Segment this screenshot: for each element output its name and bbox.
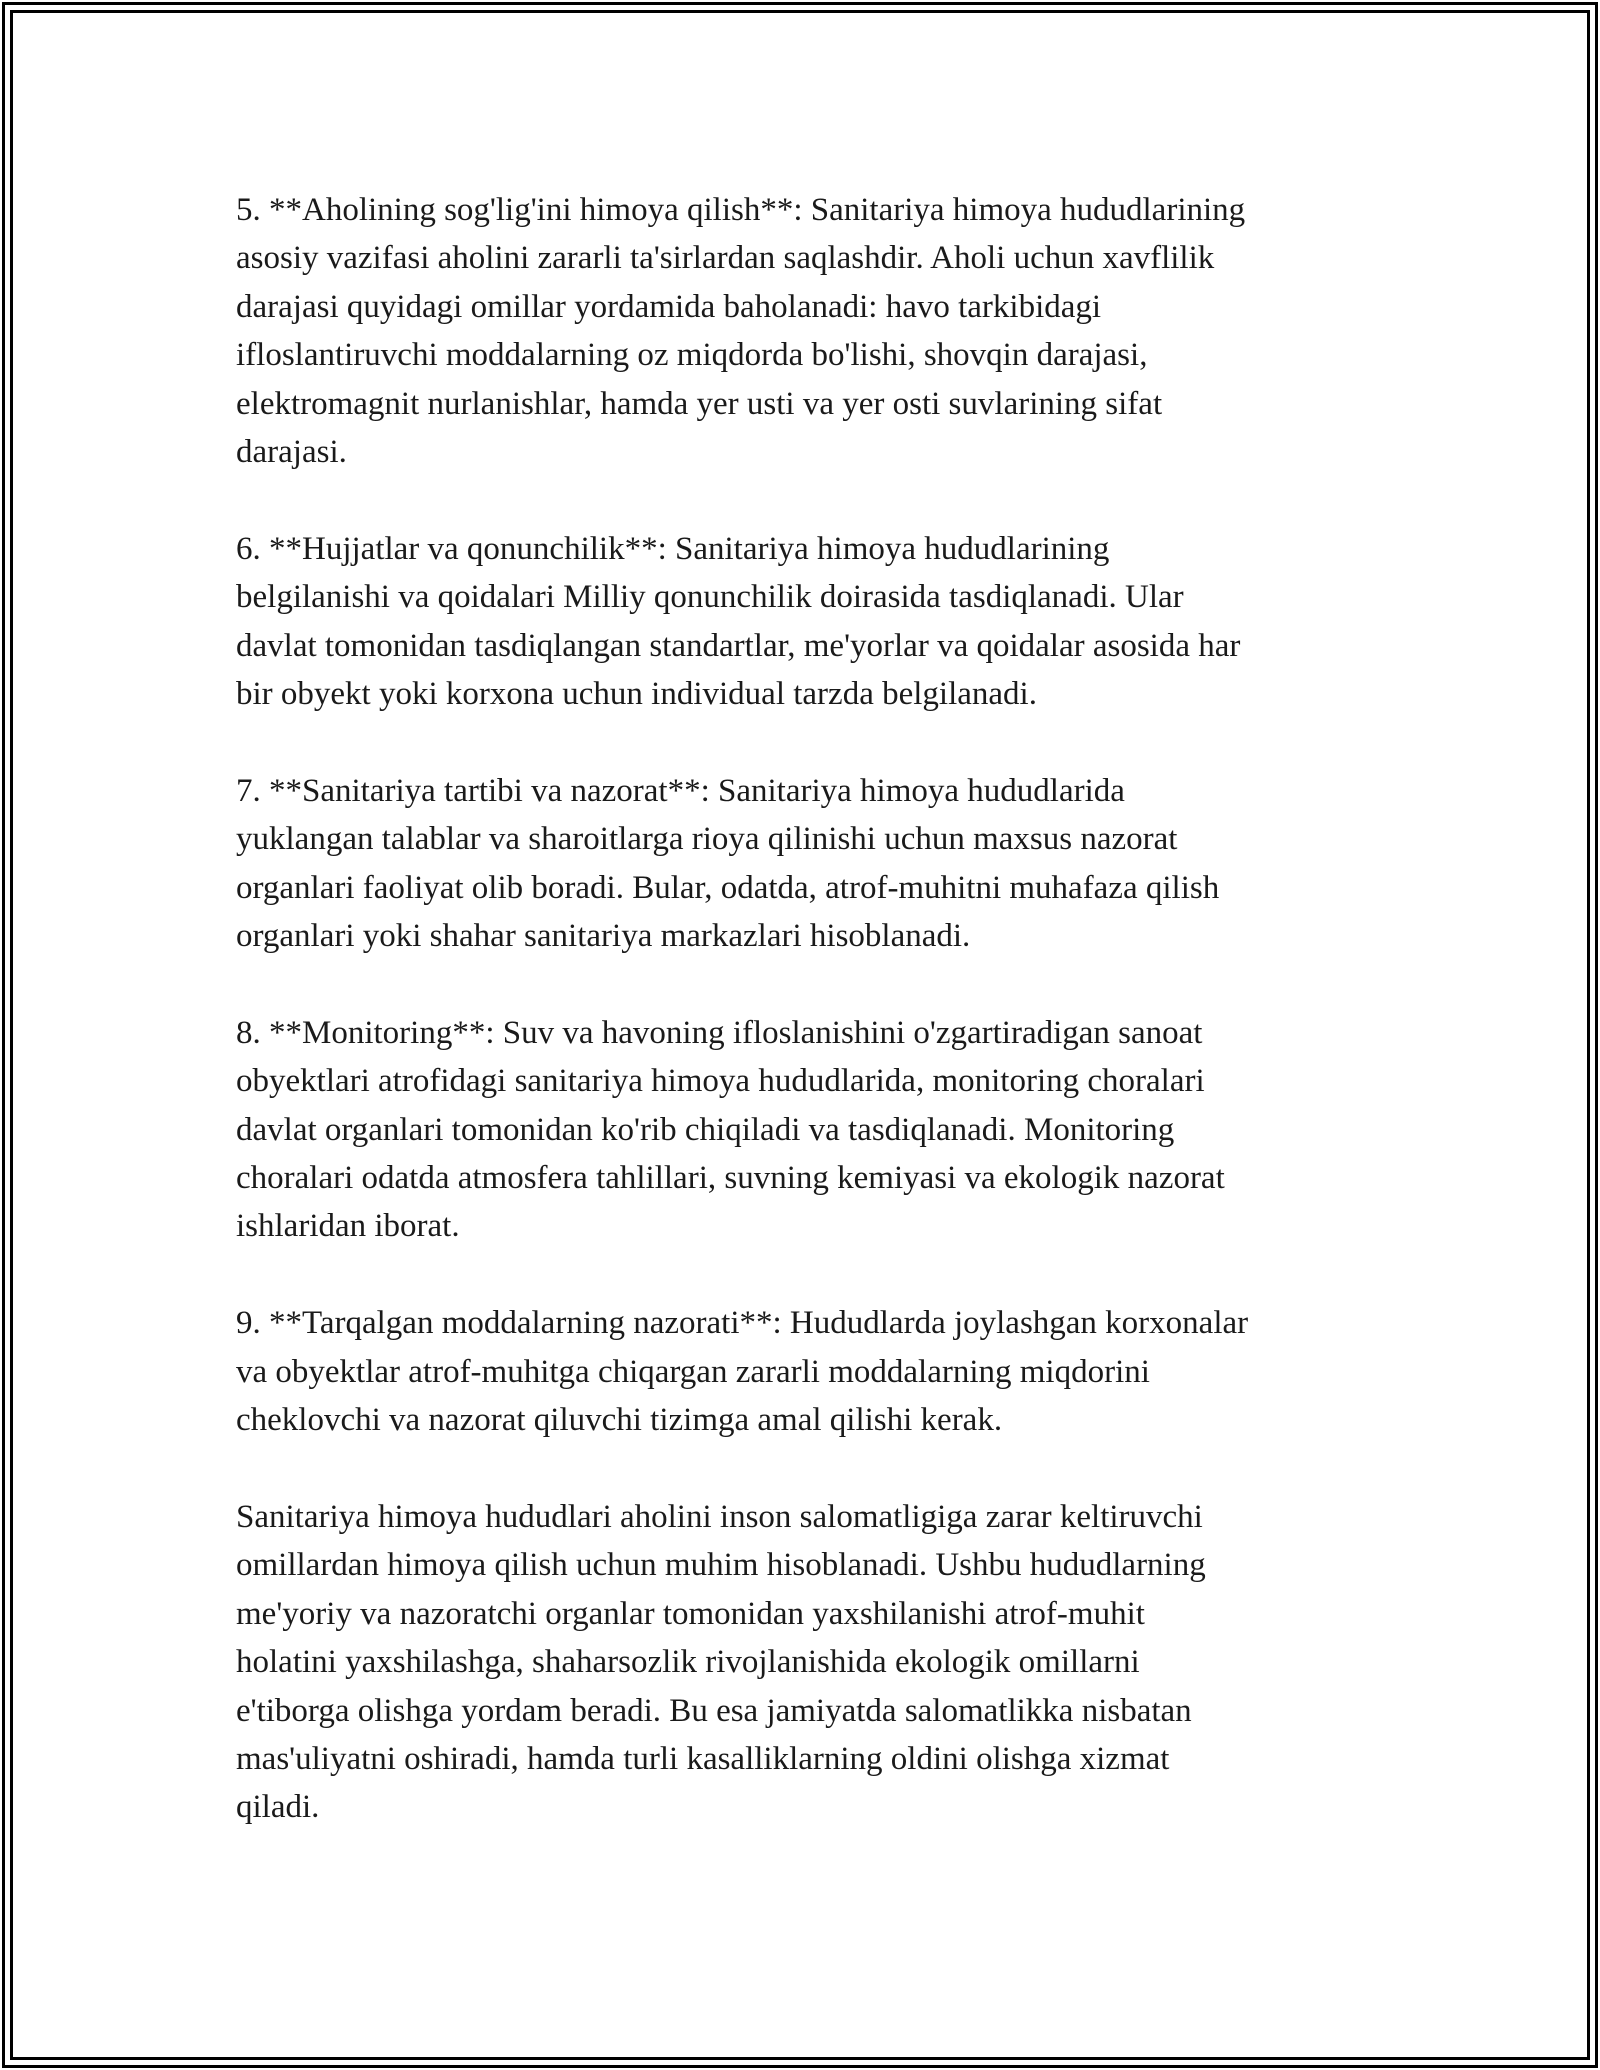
document-body (236, 186, 1376, 1832)
paragraph-item-8: 8. **Monitoring**: Suv va havoning ifloslanishini o'zgartiradigan sanoat obyektlari atrofidagi sanitariya himoya hududlarida, monitoring choralari davlat organlari tomonidan ko'rib chiqiladi va tasdiqlanadi. Monitoring choralari odatda atmosfera tahlillari, suvning kemiyasi va ekologik nazorat ishlaridan iborat. (236, 1014, 1225, 1245)
paragraph-item-9: 9. **Tarqalgan moddalarning nazorati**: Hududlarda joylashgan korxonalar va obyektlar atrof-muhitga chiqargan zararli moddalarning miqdorini cheklovchi va nazorat qiluvchi tizimga amal qilishi kerak. (236, 1305, 1249, 1439)
paragraph-item-5: 5. **Aholining sog'lig'ini himoya qilish**: Sanitariya himoya hududlarining asosiy vazifasi aholini zararli ta'sirlardan saqlashdir. Aholi uchun xavflilik darajasi quyidagi omillar yordamida baholanadi: havo tarkibidagi ifloslantiruvchi moddalarning oz miqdorda bo'lishi, shovqin darajasi, elektromagnit nurlanishlar, hamda yer usti va yer osti suvlarining sifat darajasi. (236, 192, 1246, 471)
paragraph-item-6: 6. **Hujjatlar va qonunchilik**: Sanitariya himoya hududlarining belgilanishi va qoidalari Milliy qonunchilik doirasida tasdiqlanadi. Ular davlat tomonidan tasdiqlangan standartlar, me'yorlar va qoidalar asosida har bir obyekt yoki korxona uchun individual tarzda belgilanadi. (236, 530, 1241, 713)
conclusion-paragraph: Sanitariya himoya hududlari aholini inson salomatligiga zarar keltiruvchi omillardan himoya qilish uchun muhim hisoblanadi. Ushbu hududlarning me'yoriy va nazoratchi organlar tomonidan yaxshilanishi atrof-muhit holatini yaxshilashga, shaharsozlik rivojlanishida ekologik omillarni e'tiborga olishga yordam beradi. Bu esa jamiyatda salomatlikka nisbatan mas'uliyatni oshiradi, hamda turli kasalliklarning oldini olishga xizmat qiladi. (236, 1498, 1206, 1826)
paragraph-item-7: 7. **Sanitariya tartibi va nazorat**: Sanitariya himoya hududlarida yuklangan talablar va sharoitlarga rioya qilinishi uchun maxsus nazorat organlari faoliyat olib boradi. Bular, odatda, atrof-muhitni muhafaza qilish organlari yoki shahar sanitariya markazlari hisoblanadi. (236, 772, 1220, 955)
